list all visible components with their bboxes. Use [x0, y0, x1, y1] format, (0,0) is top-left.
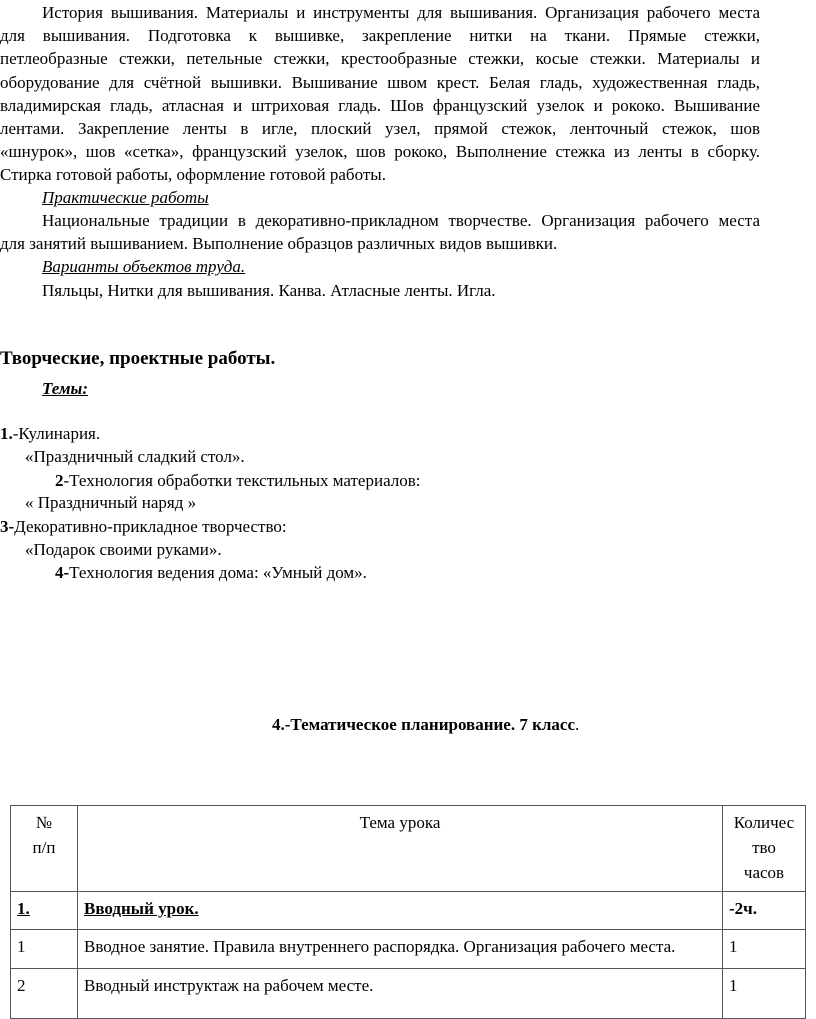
- item-number: 1.: [0, 424, 13, 443]
- variants-text: Пяльцы, Нитки для вышивания. Канва. Атласные ленты. Игла.: [42, 281, 496, 300]
- item-number: 2: [55, 471, 64, 490]
- cell-number: 1: [11, 930, 78, 969]
- item-text: Декоративно-прикладное творчество:: [14, 517, 287, 536]
- header-text: тво: [752, 838, 776, 857]
- item-number: 4-: [55, 563, 70, 582]
- text-line: оборудование для счётной вышивки. Вышивание швом крест. Белая гладь, художественная гладь,: [0, 73, 760, 92]
- planning-heading: [272, 713, 672, 736]
- item-text: « Праздничный наряд »: [25, 493, 197, 512]
- text-line: для занятий вышиванием. Выполнение образцов различных видов вышивки.: [0, 234, 558, 253]
- item-text: «Подарок своими руками».: [25, 540, 222, 559]
- header-topic: Тема урока: [78, 806, 723, 892]
- text-line: Стирка готовой работы, оформление готовой работы.: [0, 165, 386, 184]
- themes-label: Темы:: [42, 379, 88, 398]
- item-text: «Праздничный сладкий стол».: [25, 447, 245, 466]
- header-text: часов: [743, 863, 785, 882]
- text-line: владимирская гладь, атласная и штриховая гладь. Шов французский узелок и рококо. Вышивание: [0, 96, 760, 115]
- cell-topic: Вводный инструктаж на рабочем месте.: [78, 969, 723, 1019]
- project-item: [25, 445, 785, 468]
- header-text: п/п: [32, 838, 56, 857]
- projects-heading: Творческие, проектные работы.: [0, 348, 276, 369]
- item-text: -Технология обработки текстильных материалов:: [63, 471, 421, 490]
- text-line: Национальные традиции в декоративно-прикладном творчестве. Организация рабочего места: [42, 211, 760, 230]
- project-item: [0, 422, 760, 445]
- cell-topic: Вводное занятие. Правила внутреннего распорядка. Организация рабочего места.: [78, 930, 723, 969]
- header-text: №: [35, 813, 53, 832]
- cell-hours: 1: [723, 930, 806, 969]
- cell-number: 2: [11, 969, 78, 1019]
- item-text: Технология ведения дома: «Умный дом».: [69, 563, 367, 582]
- header-text: Количес: [733, 813, 795, 832]
- table-row: [11, 930, 806, 969]
- cell-hours: 1: [723, 969, 806, 1019]
- project-item: [0, 515, 760, 538]
- item-number: 3-: [0, 517, 15, 536]
- planning-table: [10, 805, 806, 1019]
- cell-topic: Вводный урок.: [78, 892, 723, 930]
- cell-number: 1.: [11, 892, 78, 930]
- planning-title-suffix: .: [575, 715, 580, 734]
- text-line: лентами. Закрепление ленты в игле, плоский узел, прямой стежок, ленточный стежок, шов: [0, 119, 760, 138]
- table-row: [11, 892, 806, 930]
- variants-heading: Варианты объектов труда.: [42, 257, 246, 276]
- project-item: [25, 538, 785, 561]
- cell-hours: -2ч.: [723, 892, 806, 930]
- text-line: История вышивания. Материалы и инструменты для вышивания. Организация рабочего места: [42, 3, 760, 22]
- practical-work-heading: Практические работы: [42, 188, 209, 207]
- planning-title: 4.-Тематическое планирование. 7 класс: [272, 715, 576, 734]
- table-header-row: [11, 806, 806, 892]
- table-row: [11, 969, 806, 1019]
- text-line: для вышивания. Подготовка к вышивке, закрепление нитки на ткани. Прямые стежки,: [0, 26, 760, 45]
- project-item: [25, 491, 785, 514]
- project-item: [55, 469, 815, 492]
- header-number: [11, 806, 78, 892]
- item-text: -Кулинария.: [12, 424, 101, 443]
- text-line: петлеобразные стежки, петельные стежки, крестообразные стежки, косые стежки. Материалы и: [0, 49, 760, 68]
- text-line: «шнурок», шов «сетка», французский узелок, шов рококо, Выполнение стежка из ленты в сборку.: [0, 142, 760, 161]
- project-item: [55, 561, 815, 584]
- header-hours: [723, 806, 806, 892]
